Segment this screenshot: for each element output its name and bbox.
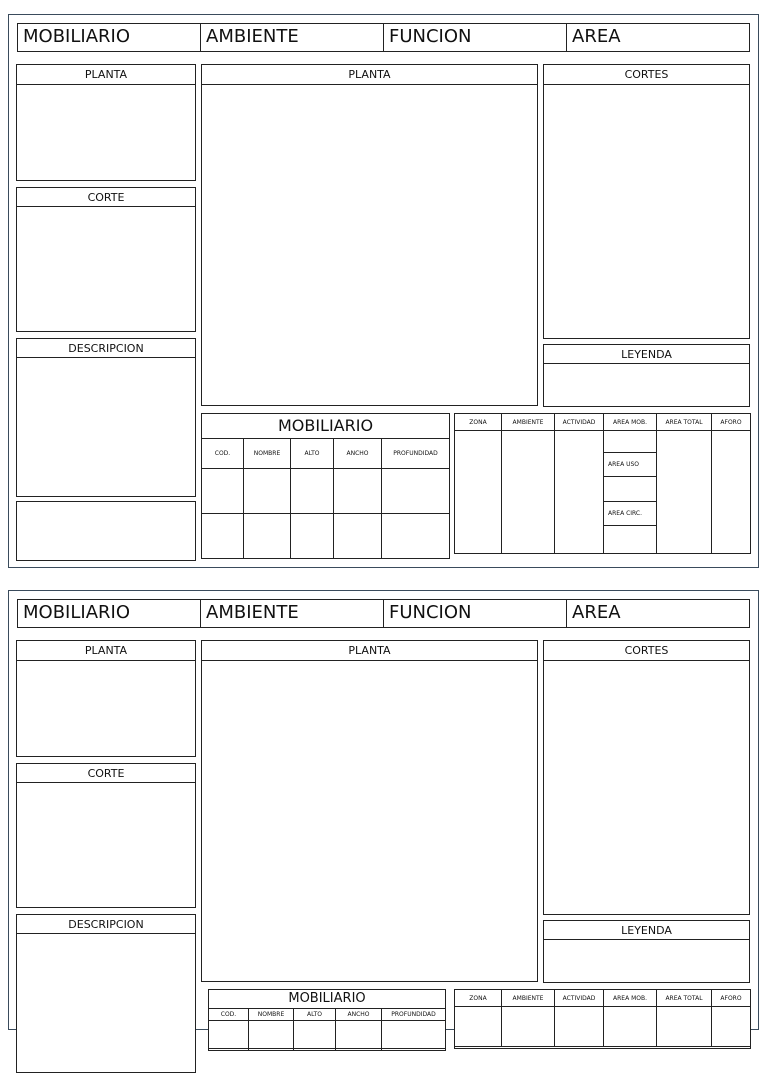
col-ambiente: AMBIENTE: [502, 414, 555, 431]
header-mobiliario: MOBILIARIO: [18, 600, 201, 627]
descripcion-title: DESCRIPCION: [17, 915, 195, 934]
corte-title: CORTE: [17, 764, 195, 783]
col-alto: ALTO: [291, 439, 334, 469]
mobiliario-table: [208, 1008, 446, 1051]
col-cod: COD.: [209, 1009, 249, 1021]
cortes-panel: [543, 64, 750, 339]
mobiliario-table-panel: [201, 413, 450, 559]
mobiliario-table-title: MOBILIARIO: [277, 416, 374, 435]
header-area: AREA: [572, 602, 621, 623]
col-area-total: AREA TOTAL: [657, 414, 712, 431]
planta-main-panel: [201, 640, 538, 982]
zona-table: [454, 413, 751, 554]
leyenda-title: LEYENDA: [544, 921, 749, 940]
leyenda-title: LEYENDA: [544, 345, 749, 364]
leyenda-panel: [543, 344, 750, 407]
col-ancho: ANCHO: [334, 439, 382, 469]
col-area-mob: AREA MOB.: [604, 990, 657, 1007]
header-ambiente: AMBIENTE: [201, 24, 384, 51]
corte-panel: [16, 763, 196, 908]
col-area-mob: AREA MOB.: [604, 414, 657, 431]
table-row: [209, 1021, 446, 1051]
header-bar: [17, 599, 750, 628]
col-zona: ZONA: [455, 990, 502, 1007]
sheet-2: [8, 590, 759, 1030]
descripcion-panel: [16, 338, 196, 497]
col-ancho: ANCHO: [336, 1009, 382, 1021]
col-cod: COD.: [202, 439, 244, 469]
col-actividad: ACTIVIDAD: [555, 990, 604, 1007]
col-aforo: AFORO: [712, 414, 751, 431]
area-circ-label: AREA CIRC.: [604, 501, 657, 525]
table-row: [202, 469, 450, 514]
planta-small-title: PLANTA: [17, 641, 195, 661]
col-alto: ALTO: [294, 1009, 336, 1021]
blank-panel: [16, 501, 196, 561]
table-row: [202, 514, 450, 559]
planta-main-title: PLANTA: [202, 65, 537, 85]
header-mobiliario: MOBILIARIO: [18, 24, 201, 51]
zona-table-panel: [454, 989, 751, 1049]
sheet-1: [8, 14, 759, 568]
header-ambiente: AMBIENTE: [201, 600, 384, 627]
area-uso-label: AREA USO: [604, 453, 657, 477]
header-funcion: FUNCION: [384, 600, 567, 627]
col-profundidad: PROFUNDIDAD: [382, 439, 450, 469]
corte-panel: [16, 187, 196, 332]
planta-main-title: PLANTA: [202, 641, 537, 661]
planta-main-panel: [201, 64, 538, 406]
col-actividad: ACTIVIDAD: [555, 414, 604, 431]
planta-small-title: PLANTA: [17, 65, 195, 85]
cortes-title: CORTES: [544, 641, 749, 661]
mobiliario-table-panel: [208, 989, 446, 1049]
leyenda-panel: [543, 920, 750, 983]
header-area: AREA: [572, 26, 621, 47]
col-profundidad: PROFUNDIDAD: [382, 1009, 446, 1021]
zona-table-panel: [454, 413, 751, 554]
zona-table: [454, 989, 751, 1047]
col-nombre: NOMBRE: [249, 1009, 294, 1021]
mobiliario-table-title: MOBILIARIO: [288, 991, 366, 1006]
col-area-total: AREA TOTAL: [657, 990, 712, 1007]
col-aforo: AFORO: [712, 990, 751, 1007]
table-row: [455, 1007, 751, 1047]
planta-small-panel: [16, 64, 196, 181]
col-nombre: NOMBRE: [244, 439, 291, 469]
col-ambiente: AMBIENTE: [502, 990, 555, 1007]
descripcion-panel: [16, 914, 196, 1073]
cortes-panel: [543, 640, 750, 915]
corte-title: CORTE: [17, 188, 195, 207]
cortes-title: CORTES: [544, 65, 749, 85]
header-funcion: FUNCION: [384, 24, 567, 51]
planta-small-panel: [16, 640, 196, 757]
col-zona: ZONA: [455, 414, 502, 431]
header-bar: [17, 23, 750, 52]
descripcion-title: DESCRIPCION: [17, 339, 195, 358]
mobiliario-table: [201, 438, 450, 559]
